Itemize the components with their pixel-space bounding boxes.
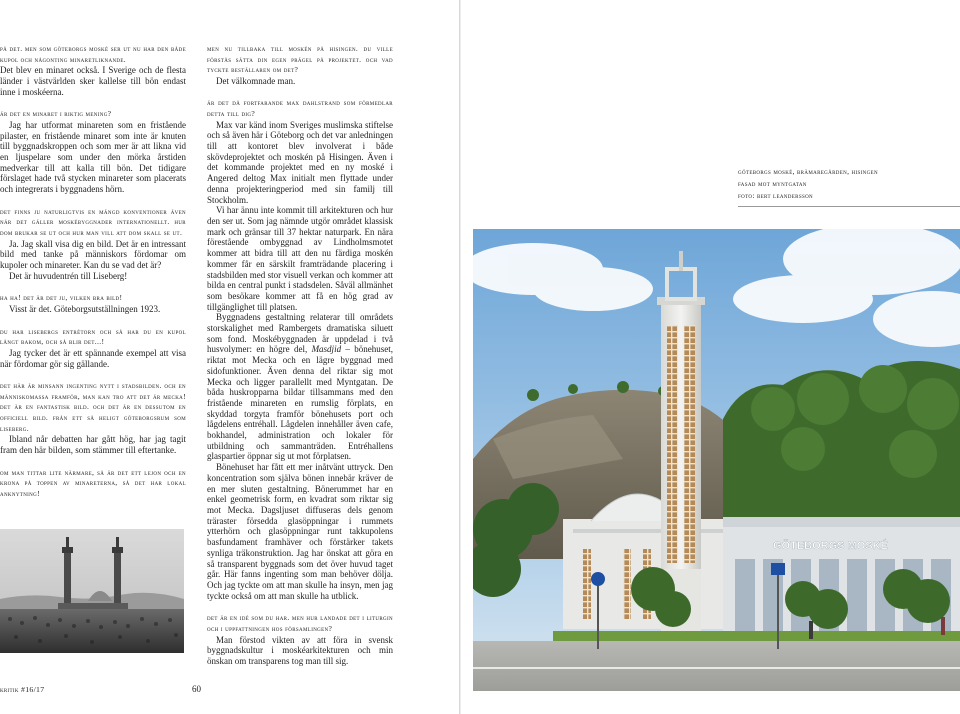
interview-block bbox=[0, 44, 186, 97]
left-text-column bbox=[0, 44, 186, 511]
page-number: 60 bbox=[192, 684, 201, 694]
left-page bbox=[0, 0, 459, 714]
middle-text-column bbox=[207, 44, 393, 679]
term-masdjid: Masdjid bbox=[311, 344, 342, 355]
interview-block bbox=[0, 207, 186, 282]
interview-answer: Det välkomnade man. bbox=[216, 75, 296, 86]
interview-answer: Jag har utformat minareten som en fristående pilaster, en fristående minaret som inte är knuten till byggnadskroppen och som mer är att likna vid en ljuspelare som under den mörka årstiden medverkar till att kalla till bön. Det tidigare förslaget hade två stycken minareter som placerats och integrerats i byggnadens hörn. bbox=[0, 119, 186, 195]
caption-line: foto: bert leandersson bbox=[738, 191, 814, 200]
interview-question: om man tittar lite närmare, så är det ett lejon och en krona på toppen av minareterna, så det har lokal anknytning! bbox=[0, 467, 186, 498]
interview-answer: Det är huvudentrén till Liseberg! bbox=[9, 270, 128, 281]
interview-block bbox=[207, 613, 393, 666]
interview-block bbox=[207, 44, 393, 86]
interview-question: men nu tillbaka till moskén på hisingen. du ville förstås sätta din egen prägel på projektet. och vad tyckte beställaren om det? bbox=[207, 44, 393, 75]
historic-photo-illustration bbox=[0, 529, 184, 653]
interview-answer: Ja. Jag skall visa dig en bild. Det är en intressant bild med tanke på människors fördomar om kupoler och minareter. Kan du se vad det är? bbox=[0, 238, 186, 270]
interview-answer: Man förstod vikten av att föra in svensk byggnadskultur i moskéarkitekturen och min önskan om transparens tog man till sig. bbox=[207, 634, 393, 666]
mosque-photo bbox=[473, 229, 960, 691]
interview-block bbox=[207, 98, 393, 601]
interview-block bbox=[0, 468, 186, 500]
interview-question: är det en minaret i riktig mening? bbox=[0, 109, 112, 119]
caption-line: fasad mot myntgatan bbox=[738, 179, 807, 188]
caption-line: göteborgs moské, brämaregården, hisingen bbox=[738, 167, 878, 176]
interview-answer: Visst är det. Göteborgsutställningen 1923. bbox=[9, 304, 161, 314]
photo-caption bbox=[738, 166, 958, 202]
interview-question: det är en idé som du har. men hur landade det i liturgin och i uppfattningen hos församlingen? bbox=[207, 613, 393, 633]
interview-answer: Jag tycker det är ett spännande exempel att visa när fördomar gör sig gällande. bbox=[0, 347, 186, 369]
journal-name: kritik #16/17 bbox=[0, 685, 45, 694]
page-footer bbox=[0, 684, 210, 696]
interview-answer: Max var känd inom Sveriges muslimska stiftelse och så även här i Göteborg och det var anledningen till att kontoret blev involverat i både skövdeprojektet och moskén på Hisingen. Även i det kommande projektet med en ny moské i Angered deltog Max initialt men flyttade under denna projekteringperiod med sin familj till Stockholm. bbox=[207, 119, 393, 205]
caption-divider bbox=[738, 206, 960, 207]
interview-question: det finns ju naturligtvis en mängd konventioner även när det gäller moskébyggnader internationellt. hur dom brukar se ut och hur man vill att dom skall se ut. bbox=[0, 206, 186, 237]
interview-answer: Det blev en minaret också. I Sverige och de flesta länder i västvärlden sker kallelse till bön endast inne i moskéerna. bbox=[0, 65, 186, 97]
right-page bbox=[461, 0, 960, 714]
interview-block bbox=[0, 293, 186, 314]
interview-answer: Byggnadens gestaltning relaterar till områdets storskalighet med Rambergets dramatiska siluett som fond. Moskébyggnaden är uppdelad i två husvolymer: en högre del, Masdjid – bönehuset, riktat mot Mecka och en lägre byggnad med sidofunktioner. Även denna del riktar sig mot Mecka och ligger parallellt med Myntgatan. De båda huskropparna bildar tillsammans med den fristående minareten en rumslig förplats, en skyddad torgyta framför bönehusets port och lågdelens entréhall. Lågdelen innehåller även cafe, bokhandel, administration och lokaler för utbildning och sammanträden. Entréhallens glaspartier öppnar sig ut mot förplatsen. bbox=[207, 312, 393, 462]
interview-question: på det. men som göteborgs moské ser ut nu har den både kupol och någonting minaretliknande. bbox=[0, 44, 186, 64]
historic-photo-liseberg-1923 bbox=[0, 529, 184, 653]
interview-answer: Ibland når debatten har gått hög, har jag tagit fram den här bilden, som stämmer till eftertanke. bbox=[0, 434, 186, 455]
interview-question: det här är minsann ingenting nytt i stadsbilden. och en människomassa framför, man kan tro att det är mecka! det är en fantastisk bild. och det är en dessutom en officiell bild. från ett så heligt göteborgsrum som liseberg. bbox=[0, 381, 186, 433]
interview-block bbox=[0, 327, 186, 370]
interview-question: du har lisebergs entrétorn och så har du en kupol långt bakom, och så blir det...! bbox=[0, 326, 186, 347]
mosque-sign: GÖTEBORGS MOSKÉ bbox=[773, 540, 888, 552]
mosque-photo-illustration bbox=[473, 229, 960, 691]
interview-answer: Vi har ännu inte kommit till arkitekturen och hur den ser ut. Som jag nämnde utgör området klassisk mark och gränsar till 37 hektar naturpark. En nära förestående ombyggnad av Lindholmsmotet kommer att bidra till att den nu färdiga moskén kommer får en särskilt framträdande placering i stadsbilden med stor visuell verkan och kommer att bilda en central punkt i stadsdelen. Såväl allmänhet som besökare kommer att få en hög grad av tillgänglighet till platsen. bbox=[207, 205, 393, 312]
interview-block bbox=[0, 381, 186, 455]
interview-question: är det då fortfarande max dahlstrand som förmedlar detta till dig? bbox=[207, 98, 393, 119]
interview-question: ha ha! det är det ju, vilken bra bild! bbox=[0, 293, 123, 303]
interview-answer: Bönehuset har fått ett mer inåtvänt uttryck. Den koncentration som själva bönen innebär kräver de en mer sluten gestaltning. Bönerummet har en enkel geometrisk form, en kvadrat som riktar sig mot Mecka. Dagsljuset diffuseras dels genom träraster försedda glasöppningar i rummets ytterhörn och glasöppningar runt takkupolens basfundament framhäver och förstärker takets synliga träkonstruktion. Jag har önskat att göra en så transparent byggnads som det över huvud taget går. Här fanns ingenting som man behöver dölja. Och jag tyckte om att man skulle ha insyn, men jag tyckte också om att man skulle ha utblick. bbox=[207, 462, 393, 601]
interview-block bbox=[0, 109, 186, 195]
